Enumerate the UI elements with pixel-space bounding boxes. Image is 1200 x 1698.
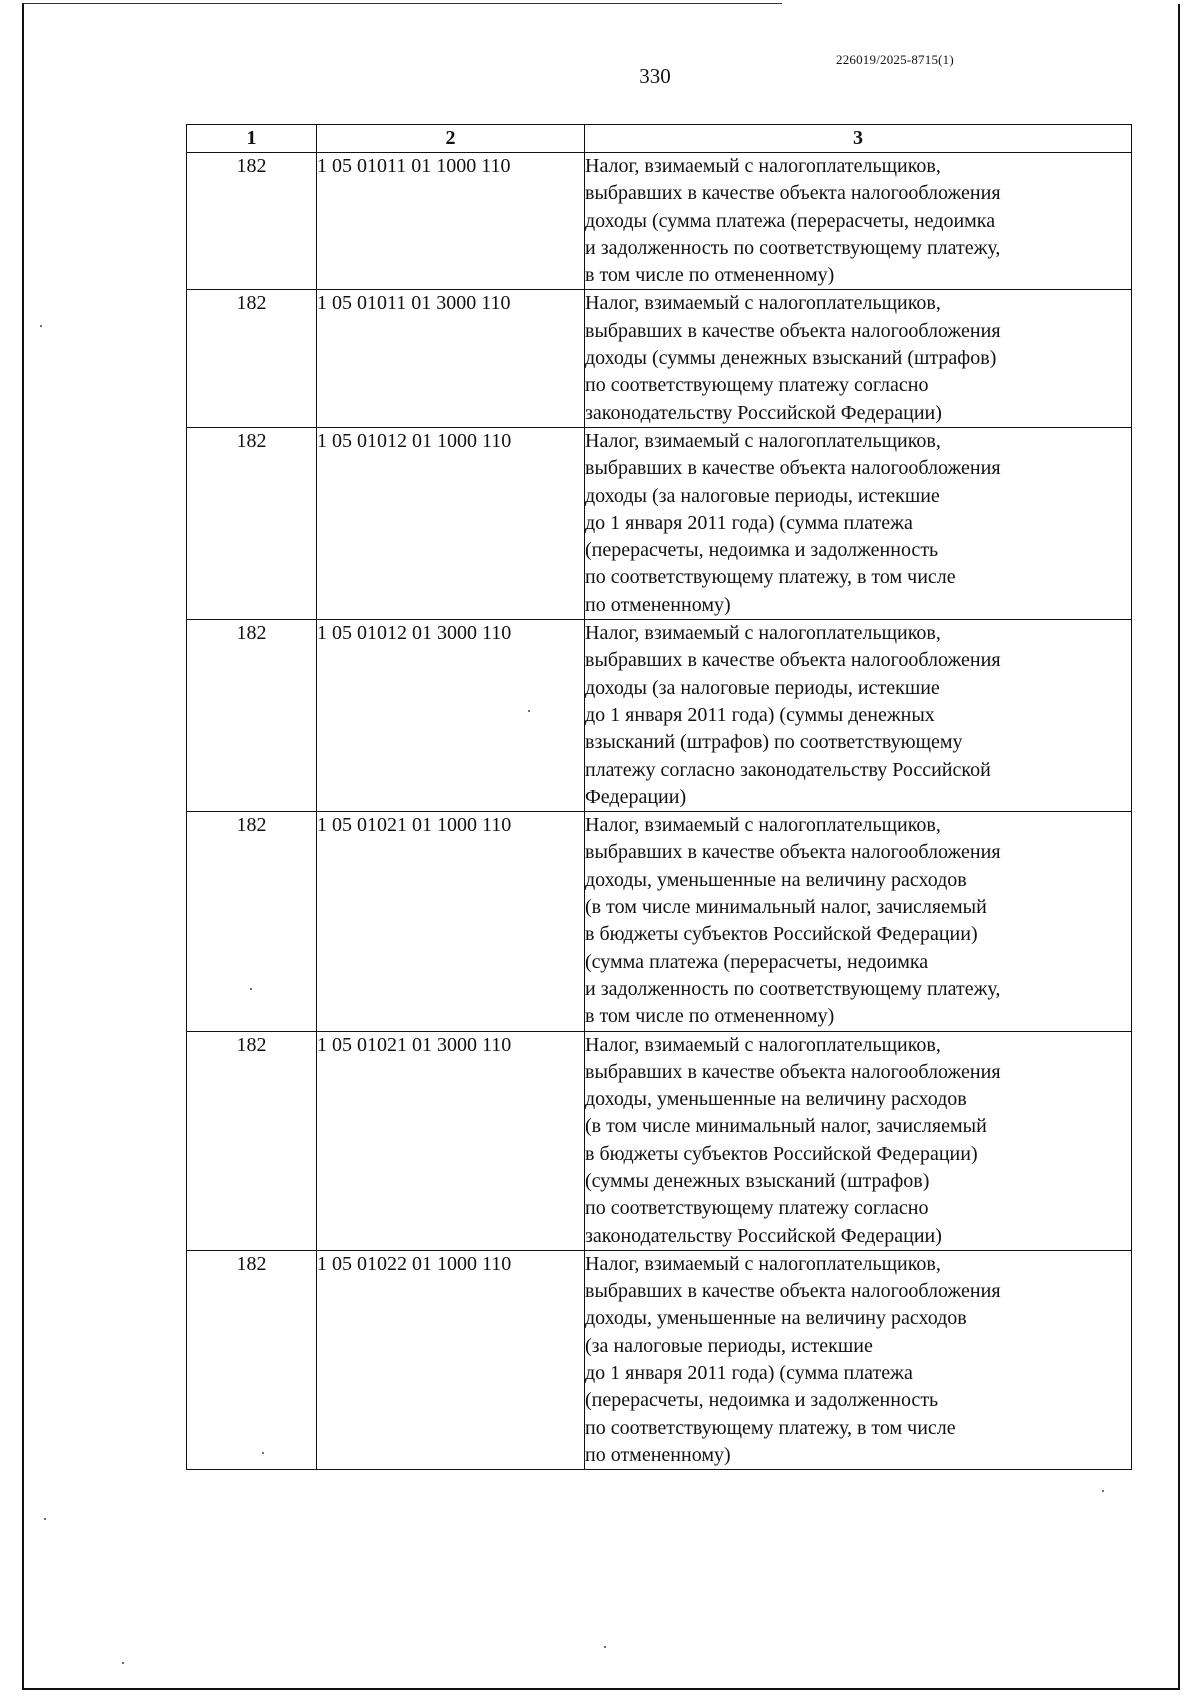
description-line: Налог, взимаемый с налогоплательщиков, xyxy=(585,622,941,645)
scan-speck xyxy=(44,1518,46,1520)
description-line: выбравших в качестве объекта налогообложения xyxy=(585,182,1001,205)
column-header-2: 2 xyxy=(317,125,585,153)
description-line: (в том числе минимальный налог, зачисляемый xyxy=(585,1115,987,1138)
admin-code-cell: 182 xyxy=(187,812,317,1031)
table-row xyxy=(187,290,1132,427)
table-body xyxy=(187,153,1132,1470)
description-line: (за налоговые периоды, истекшие xyxy=(585,1334,873,1357)
description-line: Налог, взимаемый с налогоплательщиков, xyxy=(585,292,941,315)
description-line: (перерасчеты, недоимка и задолженность xyxy=(585,1389,939,1412)
scan-speck xyxy=(604,1646,606,1648)
description-line: Налог, взимаемый с налогоплательщиков, xyxy=(585,814,941,837)
budget-codes-table xyxy=(186,124,1132,1470)
description-line: выбравших в качестве объекта налогообложения xyxy=(585,649,1001,672)
description-line: доходы (суммы денежных взысканий (штрафов) xyxy=(585,347,997,370)
kbk-code-cell: 1 05 01021 01 1000 110 xyxy=(317,812,585,1031)
description-line: взысканий (штрафов) по соответствующему xyxy=(585,731,963,754)
admin-code-cell: 182 xyxy=(187,1031,317,1250)
description-line: Федерации) xyxy=(585,785,687,808)
scan-speck xyxy=(250,988,252,990)
description-line: до 1 января 2011 года) (сумма платежа xyxy=(585,1362,913,1385)
description-line: законодательству Российской Федерации) xyxy=(585,1224,942,1247)
description-line: Налог, взимаемый с налогоплательщиков, xyxy=(585,155,941,177)
description-line: по соответствующему платежу, в том числе xyxy=(585,566,956,589)
kbk-code-cell: 1 05 01022 01 1000 110 xyxy=(317,1250,585,1469)
scan-speck xyxy=(122,1662,124,1664)
description-cell xyxy=(585,1250,1132,1469)
description-line: выбравших в качестве объекта налогообложения xyxy=(585,1060,1001,1083)
description-line: доходы (за налоговые периоды, истекшие xyxy=(585,676,940,699)
description-line: (сумма платежа (перерасчеты, недоимка xyxy=(585,950,929,973)
description-line: в том числе по отмененному) xyxy=(585,264,835,287)
scan-speck xyxy=(262,1452,264,1454)
description-line: по соответствующему платежу согласно xyxy=(585,374,929,397)
description-line: по отмененному) xyxy=(585,593,731,616)
table-row xyxy=(187,1031,1132,1250)
description-line: доходы, уменьшенные на величину расходов xyxy=(585,868,967,891)
description-cell xyxy=(585,620,1132,812)
admin-code-cell: 182 xyxy=(187,290,317,427)
description-line: Налог, взимаемый с налогоплательщиков, xyxy=(585,1033,941,1056)
kbk-code-cell: 1 05 01012 01 3000 110 xyxy=(317,620,585,812)
description-line: доходы (сумма платежа (перерасчеты, недоимка xyxy=(585,209,996,232)
scan-speck xyxy=(40,325,42,327)
description-line: (перерасчеты, недоимка и задолженность xyxy=(585,539,939,562)
description-line: выбравших в качестве объекта налогообложения xyxy=(585,319,1001,342)
table-row xyxy=(187,1250,1132,1469)
description-cell xyxy=(585,1031,1132,1250)
description-cell xyxy=(585,153,1132,290)
description-line: и задолженность по соответствующему платежу, xyxy=(585,236,1001,259)
document-id: 226019/2025-8715(1) xyxy=(836,52,954,67)
table-row xyxy=(187,427,1132,619)
description-line: доходы, уменьшенные на величину расходов xyxy=(585,1088,967,1111)
description-line: (суммы денежных взысканий (штрафов) xyxy=(585,1169,930,1192)
column-header-1: 1 xyxy=(187,125,317,153)
column-header-3: 3 xyxy=(585,125,1132,153)
description-line: в бюджеты субъектов Российской Федерации) xyxy=(585,1142,978,1165)
description-line: в бюджеты субъектов Российской Федерации) xyxy=(585,923,978,946)
table-row xyxy=(187,153,1132,290)
kbk-code-cell: 1 05 01021 01 3000 110 xyxy=(317,1031,585,1250)
description-line: по соответствующему платежу согласно xyxy=(585,1197,929,1220)
description-line: доходы, уменьшенные на величину расходов xyxy=(585,1307,967,1330)
description-line: законодательству Российской Федерации) xyxy=(585,401,942,424)
description-line: платежу согласно законодательству Российской xyxy=(585,758,991,781)
kbk-code-cell: 1 05 01012 01 1000 110 xyxy=(317,427,585,619)
kbk-code-cell: 1 05 01011 01 1000 110 xyxy=(317,153,585,290)
description-line: по соответствующему платежу, в том числе xyxy=(585,1416,956,1439)
kbk-code-cell: 1 05 01011 01 3000 110 xyxy=(317,290,585,427)
admin-code-cell: 182 xyxy=(187,153,317,290)
description-line: выбравших в качестве объекта налогообложения xyxy=(585,1280,1001,1303)
page-number: 330 xyxy=(639,64,671,88)
description-line: и задолженность по соответствующему платежу, xyxy=(585,977,1001,1000)
description-line: доходы (за налоговые периоды, истекшие xyxy=(585,484,940,507)
description-cell xyxy=(585,427,1132,619)
scan-speck xyxy=(528,710,530,712)
admin-code-cell: 182 xyxy=(187,620,317,812)
table-header-row xyxy=(187,125,1132,153)
description-line: выбравших в качестве объекта налогообложения xyxy=(585,841,1001,864)
description-line: по отмененному) xyxy=(585,1443,731,1466)
description-line: (в том числе минимальный налог, зачисляемый xyxy=(585,896,987,919)
description-line: Налог, взимаемый с налогоплательщиков, xyxy=(585,429,941,452)
table-row xyxy=(187,812,1132,1031)
description-line: до 1 января 2011 года) (суммы денежных xyxy=(585,703,935,726)
admin-code-cell: 182 xyxy=(187,1250,317,1469)
description-line: в том числе по отмененному) xyxy=(585,1005,835,1028)
description-cell xyxy=(585,812,1132,1031)
description-cell xyxy=(585,290,1132,427)
description-line: до 1 января 2011 года) (сумма платежа xyxy=(585,511,913,534)
admin-code-cell: 182 xyxy=(187,427,317,619)
description-line: Налог, взимаемый с налогоплательщиков, xyxy=(585,1252,941,1275)
description-line: выбравших в качестве объекта налогообложения xyxy=(585,457,1001,480)
scan-speck xyxy=(1102,1490,1104,1492)
table-row xyxy=(187,620,1132,812)
